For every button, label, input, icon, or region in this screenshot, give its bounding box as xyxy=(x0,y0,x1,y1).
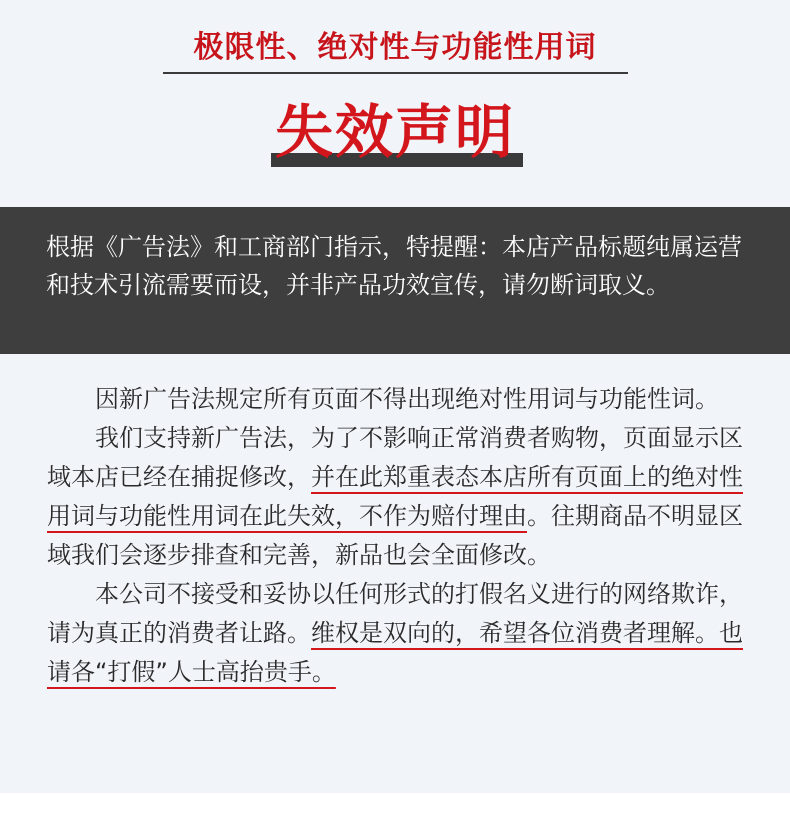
statement-headline: 失效声明 xyxy=(274,98,515,166)
statement-body xyxy=(47,380,747,692)
paragraph-2-underlined: 并在此郑重表态本店所有页面上的绝对性用词与功能性用词在此失效，不作为赔付理由 xyxy=(47,463,743,530)
headline-container xyxy=(0,94,790,184)
paragraph-3-underlined: 维权是双向的，希望各位消费者理解。也请各“打假”人士高抬贵手。 xyxy=(47,619,743,686)
paragraph-2 xyxy=(47,419,747,575)
paragraph-2-text: 我们支持新广告法，为了不影响正常消费者购物，页面显示区域本店已经在捕捉修改， xyxy=(47,424,743,491)
notice-banner xyxy=(0,207,790,354)
paragraph-3-text: 本公司不接受和妥协以任何形式的打假名义进行的网络欺诈，请为真正的消费者让路。 xyxy=(47,580,743,647)
statement-subtitle: 极限性、绝对性与功能性用词 xyxy=(193,30,597,65)
subtitle-underline xyxy=(163,72,628,74)
paragraph-1: 因新广告法规定所有页面不得出现绝对性用词与功能性词。 xyxy=(95,385,719,413)
paragraph-2-tail: 。往期商品不明显区域我们会逐步排查和完善，新品也会全面修改。 xyxy=(47,502,743,569)
paragraph-3 xyxy=(47,575,747,692)
notice-text: 根据《广告法》和工商部门指示，特提醒：本店产品标题纯属运营和技术引流需要而设，并非产品功效宣传，请勿断词取义。 xyxy=(46,233,742,299)
